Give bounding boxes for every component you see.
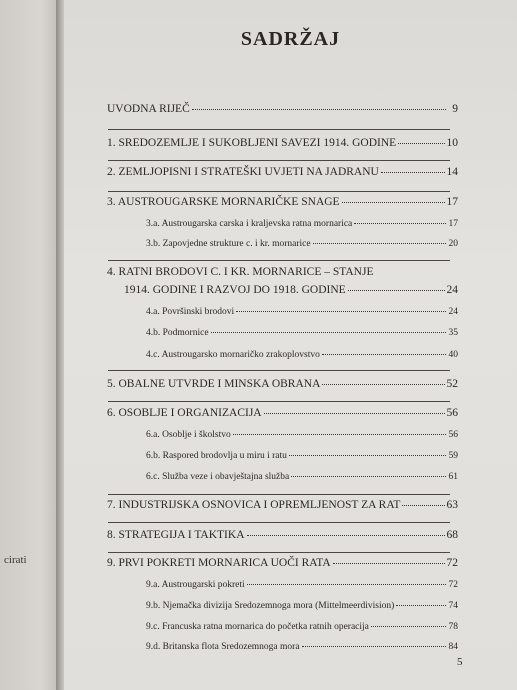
toc-entry-title: UVODNA RIJEČ (107, 103, 190, 115)
leader-dots (322, 384, 444, 385)
toc-entry-page: 17 (446, 196, 458, 208)
toc-entry-9d (146, 642, 458, 652)
leader-dots (302, 646, 446, 647)
toc-entry-page: 84 (448, 642, 458, 652)
toc-entry-title: 9.c. Francuska ratna mornarica do početka ratnih operacija (146, 622, 369, 632)
toc-entry-title: 9. PRVI POKRETI MORNARICA UOČI RATA (107, 557, 331, 569)
toc-entry-title: 7. INDUSTRIJSKA OSNOVICA I OPREMLJENOST ZA RAT (107, 499, 401, 511)
toc-entry-page: 17 (448, 219, 458, 229)
toc-entry-6a (146, 430, 458, 440)
toc-entry-title: 1914. GODINE I RAZVOJ DO 1918. GODINE (124, 284, 346, 296)
toc-entry-page: 20 (448, 239, 458, 249)
toc-entry-title: 3. AUSTROUGARSKE MORNARIČKE SNAGE (107, 196, 340, 208)
toc-entry-4a (146, 307, 458, 317)
toc-entry-title: 4.a. Površinski brodovi (146, 307, 235, 317)
toc-entry-page: 74 (448, 601, 458, 611)
leader-dots (313, 243, 446, 244)
leader-dots (348, 290, 445, 291)
toc-entry-title: 2. ZEMLJOPISNI I STRATEŠKI UVJETI NA JADRANU (107, 166, 379, 178)
section-divider (108, 522, 450, 523)
left-page-fragment: cirati (4, 554, 27, 566)
toc-entry-4 (124, 284, 458, 296)
toc-entry-title: 4.b. Podmornice (146, 328, 209, 338)
section-divider (108, 552, 450, 553)
leader-dots (322, 354, 446, 355)
toc-entry-title: 9.b. Njemačka divizija Sredozemnoga mora (Mittelmeerdivision) (146, 601, 395, 611)
toc-entry-9a (146, 580, 458, 590)
toc-entry-3a (146, 219, 458, 229)
section-divider (108, 494, 450, 495)
section-divider (108, 260, 450, 261)
left-page (0, 0, 58, 690)
leader-dots (233, 434, 446, 435)
toc-entry-title: 5. OBALNE UTVRDE I MINSKA OBRANA (107, 378, 321, 390)
section-divider (108, 129, 450, 130)
toc-entry-page: 40 (448, 350, 458, 360)
leader-dots (192, 109, 446, 110)
leader-dots (371, 626, 446, 627)
toc-entry-title: 6. OSOBLJE I ORGANIZACIJA (107, 407, 262, 419)
leader-dots (247, 584, 446, 585)
leader-dots (211, 332, 446, 333)
toc-entry-8 (107, 529, 458, 541)
toc-entry-3 (107, 196, 458, 208)
toc-entry-9 (107, 557, 458, 569)
toc-entry-uvod (107, 103, 458, 115)
toc-entry-4c (146, 350, 458, 360)
toc-entry-6 (107, 407, 458, 419)
toc-entry-title: 3.b. Zapovjedne strukture c. i kr. mornarice (146, 239, 311, 249)
toc-entry-page: 72 (446, 557, 458, 569)
toc-entry-3b (146, 239, 458, 249)
leader-dots (264, 413, 445, 414)
toc-entry-page: 72 (448, 580, 458, 590)
page-number: 5 (457, 656, 463, 668)
toc-entry-9c (146, 622, 458, 632)
toc-entry-6c (146, 472, 458, 482)
toc-entry-4b (146, 328, 458, 338)
section-divider (108, 160, 450, 161)
toc-entry-6b (146, 451, 458, 461)
toc-entry-page: 78 (448, 622, 458, 632)
section-divider (108, 401, 450, 402)
toc-entry-1 (107, 137, 458, 149)
toc-entry-page: 56 (448, 430, 458, 440)
toc-entry-title: 6.b. Raspored brodovlja u miru i ratu (146, 451, 287, 461)
toc-entry-page: 68 (446, 529, 458, 541)
toc-entry-page: 14 (446, 166, 458, 178)
toc-entry-4-line1: 4. RATNI BRODOVI C. I KR. MORNARICE – STANJE (107, 266, 374, 278)
toc-entry-7 (107, 499, 458, 511)
toc-entry-title: 6.c. Služba veze i obavještajna služba (146, 472, 290, 482)
toc-entry-page: 56 (446, 407, 458, 419)
toc-entry-9b (146, 601, 458, 611)
toc-entry-page: 61 (448, 472, 458, 482)
toc-entry-page: 10 (446, 137, 458, 149)
toc-entry-title: 4.c. Austrougarsko mornaričko zrakoplovstvo (146, 350, 320, 360)
toc-entry-page: 52 (446, 378, 458, 390)
leader-dots (333, 563, 445, 564)
leader-dots (247, 535, 445, 536)
section-divider (108, 370, 450, 371)
toc-entry-page: 63 (446, 499, 458, 511)
toc-entry-title: 1. SREDOZEMLJE I SUKOBLJENI SAVEZI 1914. GODINE (107, 137, 397, 149)
toc-entry-page: 35 (448, 328, 458, 338)
leader-dots (381, 172, 445, 173)
toc-entry-title: 9.a. Austrougarski pokreti (146, 580, 245, 590)
leader-dots (289, 455, 446, 456)
leader-dots (236, 311, 446, 312)
section-divider (108, 191, 450, 192)
toc-entry-2 (107, 166, 458, 178)
leader-dots (291, 476, 446, 477)
toc-entry-page: 59 (448, 451, 458, 461)
leader-dots (396, 605, 446, 606)
toc-entry-title: 8. STRATEGIJA I TAKTIKA (107, 529, 245, 541)
toc-entry-page: 9 (452, 103, 458, 115)
toc-entry-page: 24 (448, 307, 458, 317)
toc-page (64, 0, 517, 690)
toc-entry-title: 3.a. Austrougarska carska i kraljevska ratna mornarica (146, 219, 353, 229)
toc-entry-page: 24 (446, 284, 458, 296)
toc-entry-title: 6.a. Osoblje i školstvo (146, 430, 231, 440)
toc-entry-5 (107, 378, 458, 390)
leader-dots (354, 223, 446, 224)
toc-entry-title: 9.d. Britanska flota Sredozemnoga mora (146, 642, 300, 652)
leader-dots (402, 505, 444, 506)
leader-dots (342, 202, 445, 203)
leader-dots (398, 143, 444, 144)
page-title: SADRŽAJ (240, 28, 341, 50)
